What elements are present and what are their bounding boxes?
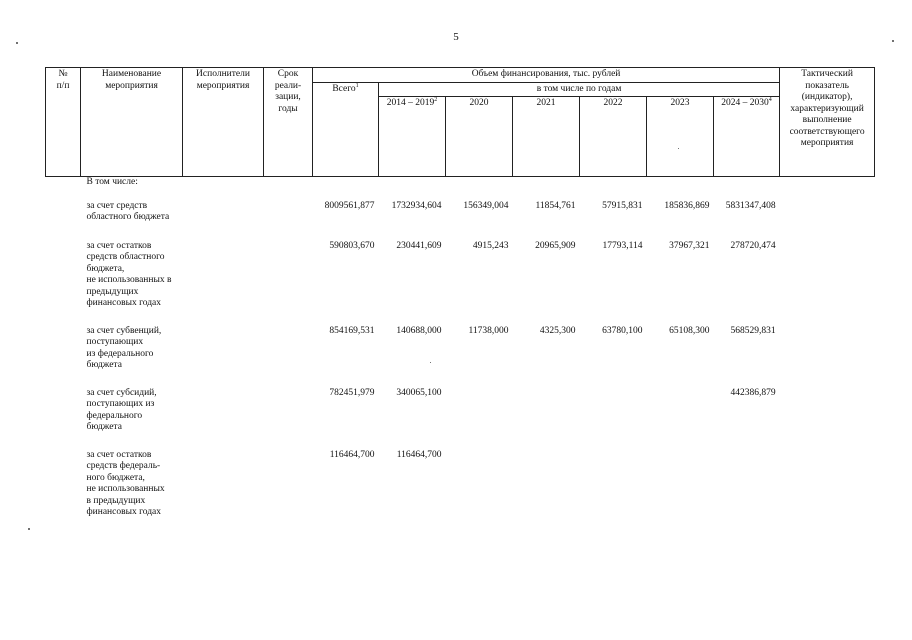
cell-total: 590803,670 bbox=[329, 240, 375, 251]
table-row bbox=[46, 241, 875, 326]
cell-2023 bbox=[647, 450, 714, 530]
cell-2014-2019: 230441,609 bbox=[396, 240, 442, 251]
cell-2022 bbox=[580, 450, 647, 530]
cell-2020: 11738,000 bbox=[468, 325, 509, 336]
table-row bbox=[46, 201, 875, 241]
header-financing: Объем финансирования, тыс. рублей bbox=[313, 68, 780, 83]
cell-2023 bbox=[647, 388, 714, 450]
header-year-2024-2030: 2024 – 2030$^4$ bbox=[714, 97, 780, 177]
cell-2024-2030: 5831347,408 bbox=[725, 200, 776, 211]
header-executors: Исполнители мероприятия bbox=[183, 68, 264, 177]
header-year-2022: 2022 bbox=[580, 97, 647, 177]
scan-speck bbox=[430, 362, 431, 363]
header-year-2023: 2023 bbox=[647, 97, 714, 177]
cell-2023: 65108,300 bbox=[669, 325, 710, 336]
cell-2020 bbox=[446, 388, 513, 450]
cell-total: 854169,531 bbox=[329, 325, 375, 336]
cell-2022: 57915,831 bbox=[602, 200, 643, 211]
cell-total: 8009561,877 bbox=[324, 200, 375, 211]
scan-speck bbox=[28, 528, 30, 530]
cell-total: 782451,979 bbox=[329, 387, 375, 398]
cell-2020: 156349,004 bbox=[463, 200, 509, 211]
scan-speck bbox=[16, 42, 18, 44]
cell-2020: 4915,243 bbox=[472, 240, 509, 251]
scan-speck bbox=[892, 40, 894, 42]
cell-2023: 185836,869 bbox=[664, 200, 710, 211]
cell-2014-2019: 1732934,604 bbox=[391, 200, 442, 211]
cell-2022: 17793,114 bbox=[602, 240, 643, 251]
header-total: Всего$^1$ bbox=[313, 82, 379, 177]
row-name: за счет остатков средств областного бюджета, не использованных в предыдущих финансовых годах bbox=[86, 240, 172, 308]
row-name: за счет остатков средств федераль- ного бюджета, не использованных в предыдущих финансовых годах bbox=[86, 449, 165, 517]
scan-speck bbox=[678, 148, 679, 149]
cell-2024-2030: 442386,879 bbox=[730, 387, 776, 398]
financing-table bbox=[45, 67, 875, 530]
page-number: 5 bbox=[453, 31, 459, 43]
cell-2014-2019: 140688,000 bbox=[396, 325, 442, 336]
cell-2023: 37967,321 bbox=[669, 240, 710, 251]
header-year-2021: 2021 bbox=[513, 97, 580, 177]
header-term: Срок реали- зации, годы bbox=[264, 68, 313, 177]
cell-2014-2019: 340065,100 bbox=[396, 387, 442, 398]
row-name: за счет субвенций, поступающих из федерального бюджета bbox=[86, 325, 162, 370]
cell-2024-2030: 278720,474 bbox=[730, 240, 776, 251]
row-name: за счет субсидий, поступающих из федерального бюджета bbox=[86, 387, 157, 432]
cell-2022 bbox=[580, 388, 647, 450]
table-row bbox=[46, 326, 875, 388]
row-name: за счет средств областного бюджета bbox=[86, 200, 170, 222]
header-by-years: в том числе по годам bbox=[379, 82, 780, 97]
header-indicator: Тактический показатель (индикатор), характеризующий выполнение соответствующего мероприятия bbox=[780, 68, 875, 177]
cell-total: 116464,700 bbox=[329, 449, 375, 460]
cell-2020 bbox=[446, 450, 513, 530]
header-year-2020: 2020 bbox=[446, 97, 513, 177]
cell-2021: 11854,761 bbox=[535, 200, 576, 211]
table-row bbox=[46, 450, 875, 530]
cell-2024-2030 bbox=[714, 450, 780, 530]
cell-2021: 4325,300 bbox=[539, 325, 576, 336]
cell-2024-2030: 568529,831 bbox=[730, 325, 776, 336]
intro-label: В том числе: bbox=[86, 177, 138, 187]
header-year-2014-2019: 2014 – 2019$^2$ bbox=[379, 97, 446, 177]
header-name: Наименование мероприятия bbox=[81, 68, 183, 177]
cell-2014-2019: 116464,700 bbox=[396, 449, 442, 460]
cell-2021 bbox=[513, 388, 580, 450]
cell-2021: 20965,909 bbox=[535, 240, 576, 251]
cell-2021 bbox=[513, 450, 580, 530]
cell-2022: 63780,100 bbox=[602, 325, 643, 336]
header-num: № п/п bbox=[46, 68, 81, 177]
table-row bbox=[46, 388, 875, 450]
